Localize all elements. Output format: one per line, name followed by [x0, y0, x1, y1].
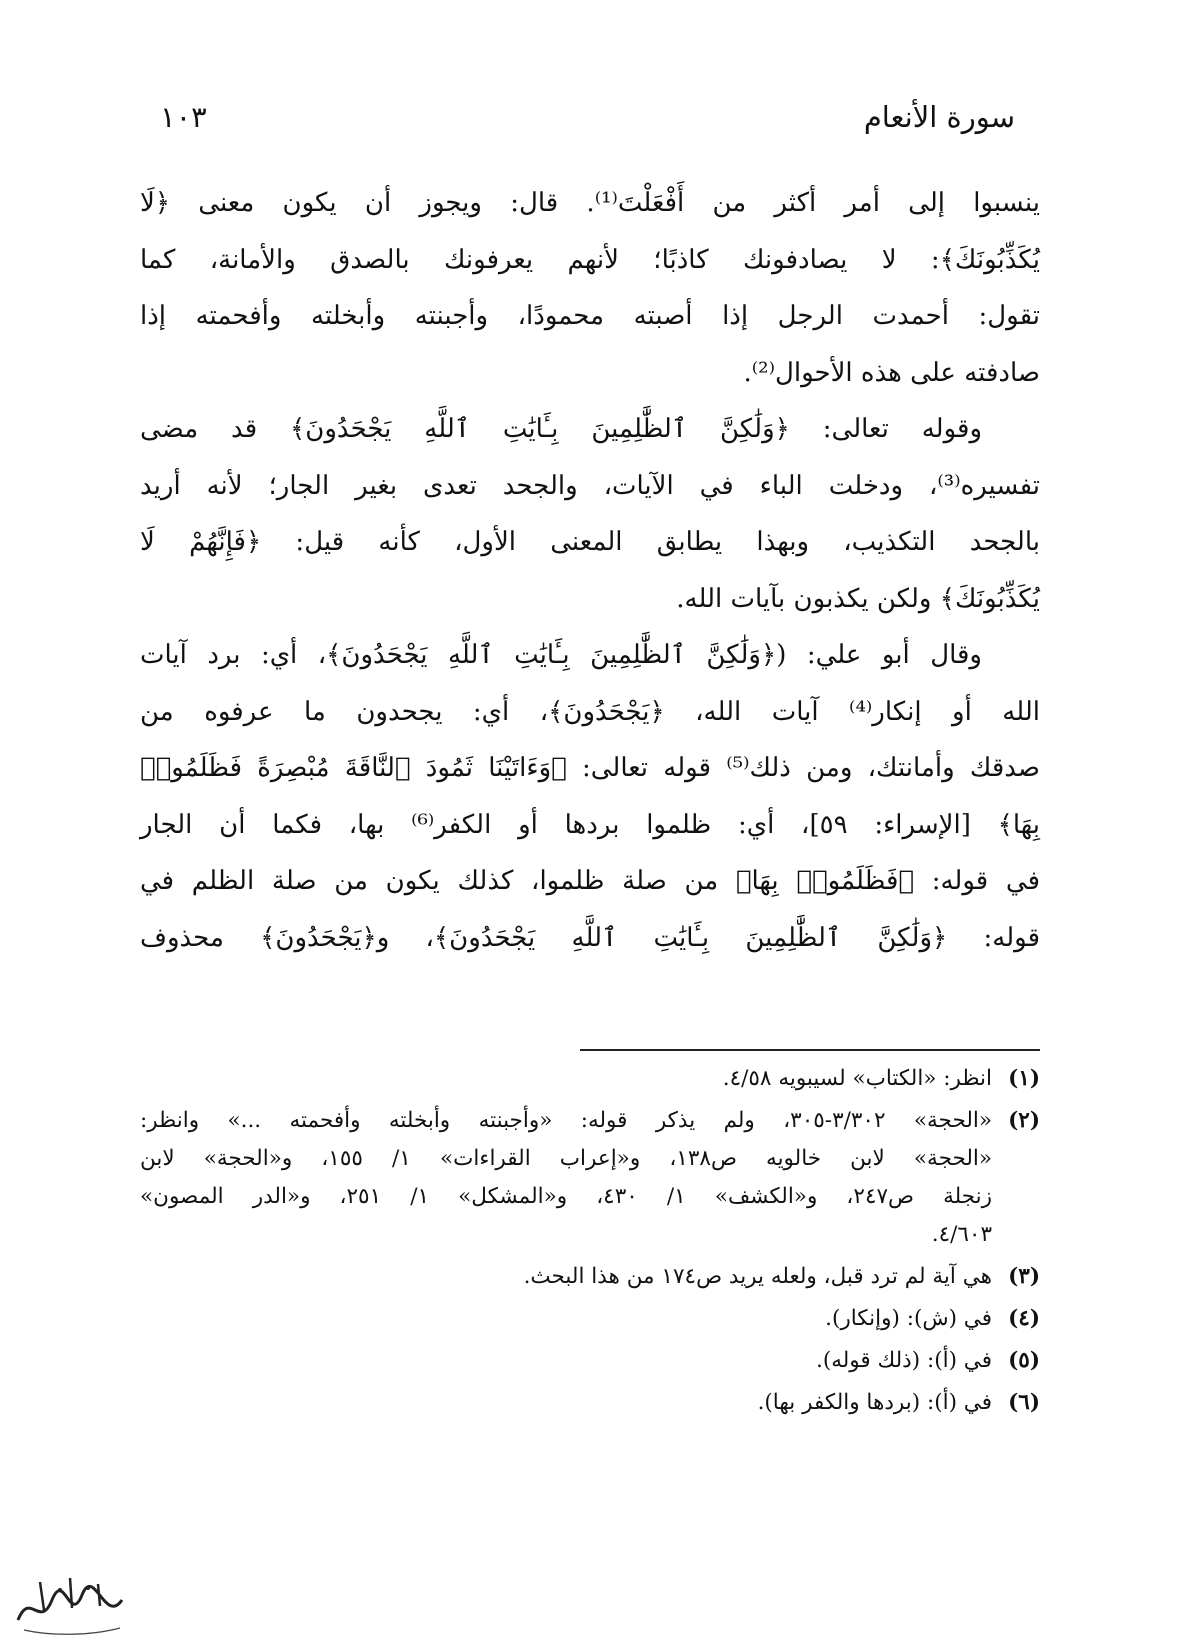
footnote-5 [140, 1342, 1040, 1380]
text-line: يُكَذِّبُونَكَ﴾ ولكن يكذبون بآيات الله. [676, 583, 1040, 614]
footnote-number: (٥) [1008, 1348, 1040, 1373]
footnote-line: زنجلة ص٢٤٧، و«الكشف» ١/ ٤٣٠، و«المشكل» ١/ ٢٥١، و«الدر المصون» [140, 1184, 993, 1209]
text-line: صادفته على هذه الأحوال⁽²⁾. [743, 357, 1040, 388]
footnote-number: (١) [1008, 1066, 1040, 1091]
text-line: قوله: ﴿وَلَٰكِنَّ ٱلظَّٰلِمِينَ بِـَٔايَٰتِ ٱللَّهِ يَجْحَدُونَ﴾، و﴿يَجْحَدُونَ﴾ محذوف [140, 922, 1040, 953]
footnote-1 [140, 1060, 1040, 1098]
main-text [140, 175, 1040, 966]
footnote-4 [140, 1300, 1040, 1338]
surah-title: سورة الأنعام [863, 100, 1015, 134]
footnote-number: (٤) [1008, 1306, 1040, 1331]
paragraph-2 [140, 401, 1040, 627]
calligraphy-logo-icon [10, 1570, 130, 1638]
text-line: بِهَا﴾ [الإسراء: ٥٩]، أي: ظلموا بردها أو الكفر⁽⁶⁾ بها، فكما أن الجار [140, 809, 1041, 840]
footnote-line: ٤/٦٠٣. [931, 1222, 992, 1247]
footnotes [140, 1060, 1040, 1422]
text-line: تقول: أحمدت الرجل إذا أصبته محمودًا، وأجبنته وأبخلته وأفحمته إذا [140, 301, 1040, 331]
text-line: الله أو إنكار⁽⁴⁾ آيات الله، ﴿يَجْحَدُونَ﴾، أي: يجحدون ما عرفوه من [140, 696, 1040, 727]
footnote-line: «الحجة» لابن خالويه ص١٣٨، و«إعراب القراءات» ١/ ١٥٥، و«الحجة» لابن [140, 1146, 993, 1171]
page-header [160, 100, 1015, 150]
text-line: صدقك وأمانتك، ومن ذلك⁽⁵⁾ قوله تعالى: ﴿وَءَاتَيْنَا ثَمُودَ ٱلنَّاقَةَ مُبْصِرَةً فَظَلَمُوا۟ [140, 753, 1040, 783]
text-line: بالجحد التكذيب، وبهذا يطابق المعنى الأول، كأنه قيل: ﴿فَإِنَّهُمْ لَا [140, 527, 1040, 557]
footnote-line: في (أ): (ذلك قوله). [815, 1348, 992, 1373]
footnote-number: (٣) [1008, 1264, 1040, 1289]
footnote-line: انظر: «الكتاب» لسيبويه ٤/٥٨. [722, 1066, 992, 1091]
footnote-2 [140, 1102, 1040, 1254]
footnote-6 [140, 1384, 1040, 1422]
paragraph-1 [140, 175, 1040, 401]
text-line: وقال أبو علي: (﴿وَلَٰكِنَّ ٱلظَّٰلِمِينَ بِـَٔايَٰتِ ٱللَّهِ يَجْحَدُونَ﴾، أي: برد آيات [140, 640, 982, 670]
footnote-number: (٦) [1008, 1390, 1040, 1415]
footnote-line: «الحجة» ٣/٣٠٢-٣٠٥، ولم يذكر قوله: «وأجبنته وأبخلته وأفحمته ...» وانظر: [140, 1108, 992, 1133]
footnote-line: هي آية لم ترد قبل، ولعله يريد ص١٧٤ من هذا البحث. [523, 1264, 992, 1289]
text-line: يُكَذِّبُونَكَ﴾: لا يصادفونك كاذبًا؛ لأنهم يعرفونك بالصدق والأمانة، كما [140, 244, 1040, 275]
page-number: ١٠٣ [160, 100, 207, 134]
text-line: ينسبوا إلى أمر أكثر من أَفْعَلْتَ⁽¹⁾. قال: ويجوز أن يكون معنى ﴿لَا [140, 188, 1040, 218]
footnote-divider [580, 1049, 1040, 1051]
footnote-3 [140, 1258, 1040, 1296]
footnote-number: (٢) [1008, 1108, 1040, 1133]
footnote-line: في (أ): (بردها والكفر بها). [757, 1390, 992, 1415]
text-line: تفسيره⁽³⁾، ودخلت الباء في الآيات، والجحد تعدى بغير الجار؛ لأنه أريد [140, 470, 1040, 501]
paragraph-3 [140, 627, 1040, 966]
text-line: في قوله: ﴿فَظَلَمُوا۟ بِهَا﴾ من صلة ظلموا، كذلك يكون من صلة الظلم في [140, 866, 1040, 896]
text-line: وقوله تعالى: ﴿وَلَٰكِنَّ ٱلظَّٰلِمِينَ بِـَٔايَٰتِ ٱللَّهِ يَجْحَدُونَ﴾ قد مضى [140, 414, 982, 444]
footnote-line: في (ش): (وإنكار). [825, 1306, 992, 1331]
